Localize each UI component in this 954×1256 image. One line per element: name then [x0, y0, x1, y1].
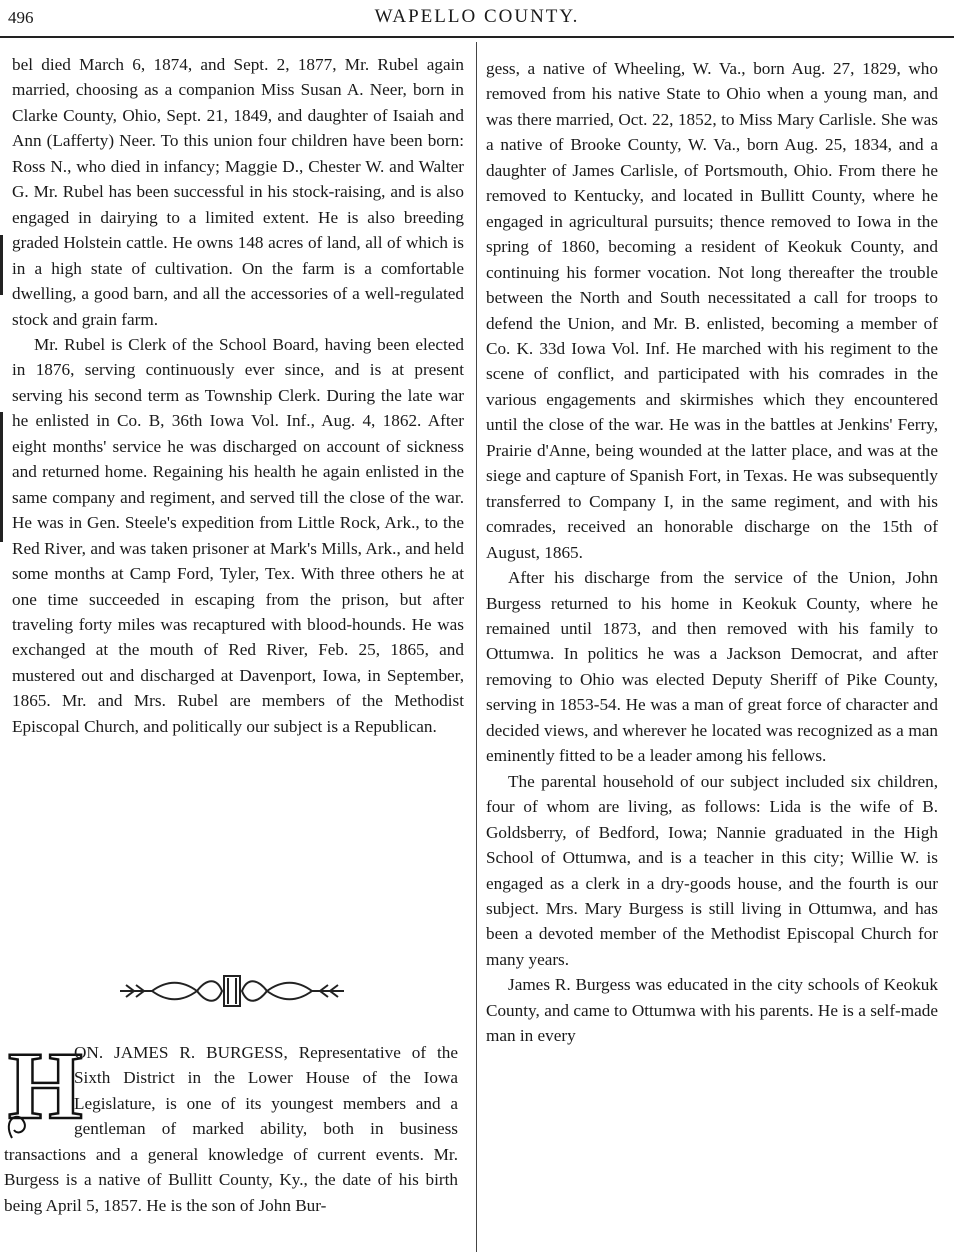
- paragraph: bel died March 6, 1874, and Sept. 2, 1877, Mr. Rubel again married, choosing as a companion Miss Susan A. Neer, born in Clarke County, Ohio, Sept. 21, 1849, and daughter of Isaiah and Ann (Lafferty) Neer. To this union four children have been born: Ross N., who died in infancy; Maggie D., Chester W. and Walter G. Mr. Rubel has been successful in his stock-raising, and is also engaged in dairying to a limited extent. He is also breeding graded Holstein cattle. He owns 148 acres of land, all of which is in a high state of cultivation. On the farm is a comfortable dwelling, a good barn, and all the accessories of a well-regulated stock and grain farm.: [12, 55, 464, 329]
- paragraph: After his discharge from the service of the Union, John Burgess returned to his home in Keokuk County, where he remained until 1873, and then removed with his family to Ottumwa. In politics he was a Jackson Democrat, and after removing to Ohio was elected Deputy Sheriff of Pike County, serving in 1853-54. He was a man of great force of character and decided views, and wherever he located was recognized as a man eminently fitted to be a leader among his fellows.: [486, 568, 938, 766]
- running-head: WAPELLO COUNTY.: [374, 6, 580, 27]
- ornament-divider: [112, 970, 352, 1012]
- biography-section: [4, 1032, 458, 1218]
- paragraph: Mr. Rubel is Clerk of the School Board, having been elected in 1876, serving continuously ever since, and is at present serving his second term as Township Clerk. During the late war he enlisted in Co. B, 36th Iowa Vol. Inf., Aug. 4, 1862. After eight months' service he was discharged on account of sickness and returned home. Regaining his health he again enlisted in the same company and regiment, and served till the close of the war. He was in Gen. Steele's expedition from Little Rock, Ark., to the Red River, and was taken prisoner at Mark's Mills, Ark., and held some months at Camp Ford, Tyler, Tex. With three others he at one time succeeded in escaping from the prison, but after traveling forty miles was recaptured with blood-hounds. He was exchanged at the mouth of Red River, Feb. 25, 1865, and mustered out and discharged at Davenport, Iowa, in September, 1865. Mr. and Mrs. Rubel are members of the Methodist Episcopal Church, and politically our subject is a Republican.: [12, 334, 464, 736]
- left-column: [12, 52, 464, 739]
- margin-mark: [0, 412, 3, 542]
- header-rule: [0, 36, 954, 38]
- paragraph: James R. Burgess was educated in the city schools of Keokuk County, and came to Ottumwa with his parents. He is a self-made man in every: [486, 975, 938, 1046]
- right-column: [486, 56, 938, 1049]
- paragraph: gess, a native of Wheeling, W. Va., born Aug. 27, 1829, who removed from his native State to Ohio when a young man, and was there married, Oct. 22, 1852, to Miss Mary Carlisle. She was a native of Brooke County, W. Va., born Aug. 25, 1834, and a daughter of James Carlisle, of Portsmouth, Ohio. From there he removed to Kentucky, and located in Bullitt County, where he engaged in agricultural pursuits; thence removed to Iowa in the spring of 1860, becoming a resident of Keokuk County, and continuing his former vocation. Not long thereafter the trouble between the North and South necessitated a call for troops to defend the Union, and Mr. B. enlisted, becoming a member of Co. K. 33d Iowa Vol. Inf. He marched with his regiment to the scene of conflict, and participated with his comrades in the various engagements and skirmishes which they encountered until the close of the war. He was in the battles at Jenkins' Ferry, Prairie d'Anne, being wounded at the latter place, and was at the siege and capture of Spanish Fort, in Texas. He was subsequently transferred to Company I, in the same regiment, and with his comrades, received an honorable discharge on the 15th of August, 1865.: [486, 59, 938, 562]
- decorative-initial-h: [4, 1032, 83, 1140]
- paragraph: The parental household of our subject included six children, four of whom are living, as follows: Lida is the wife of B. Goldsberry, of Bedford, Iowa; Nannie graduated in the High School of Ottumwa, and is a teacher in this city; Willie W. is engaged as a clerk in a dry-goods house, and the fourth is our subject. Mrs. Mary Burgess is still living in Ottumwa, and has been a devoted member of the Methodist Episcopal Church for many years.: [486, 771, 938, 969]
- initial-letter: H: [8, 1032, 83, 1139]
- column-divider: [476, 42, 477, 1252]
- biography-text: ON. JAMES R. BURGESS, Representative of the Sixth District in the Lower House of the Iowa Legislature, is one of its youngest members and a gentleman of marked ability, both in business transactions and a general knowledge of current events. Mr. Burgess is a native of Bullitt County, Ky., the date of his birth being April 5, 1857. He is the son of John Bur-: [4, 1043, 458, 1215]
- page-number: 496: [8, 8, 34, 27]
- margin-mark: [0, 235, 3, 295]
